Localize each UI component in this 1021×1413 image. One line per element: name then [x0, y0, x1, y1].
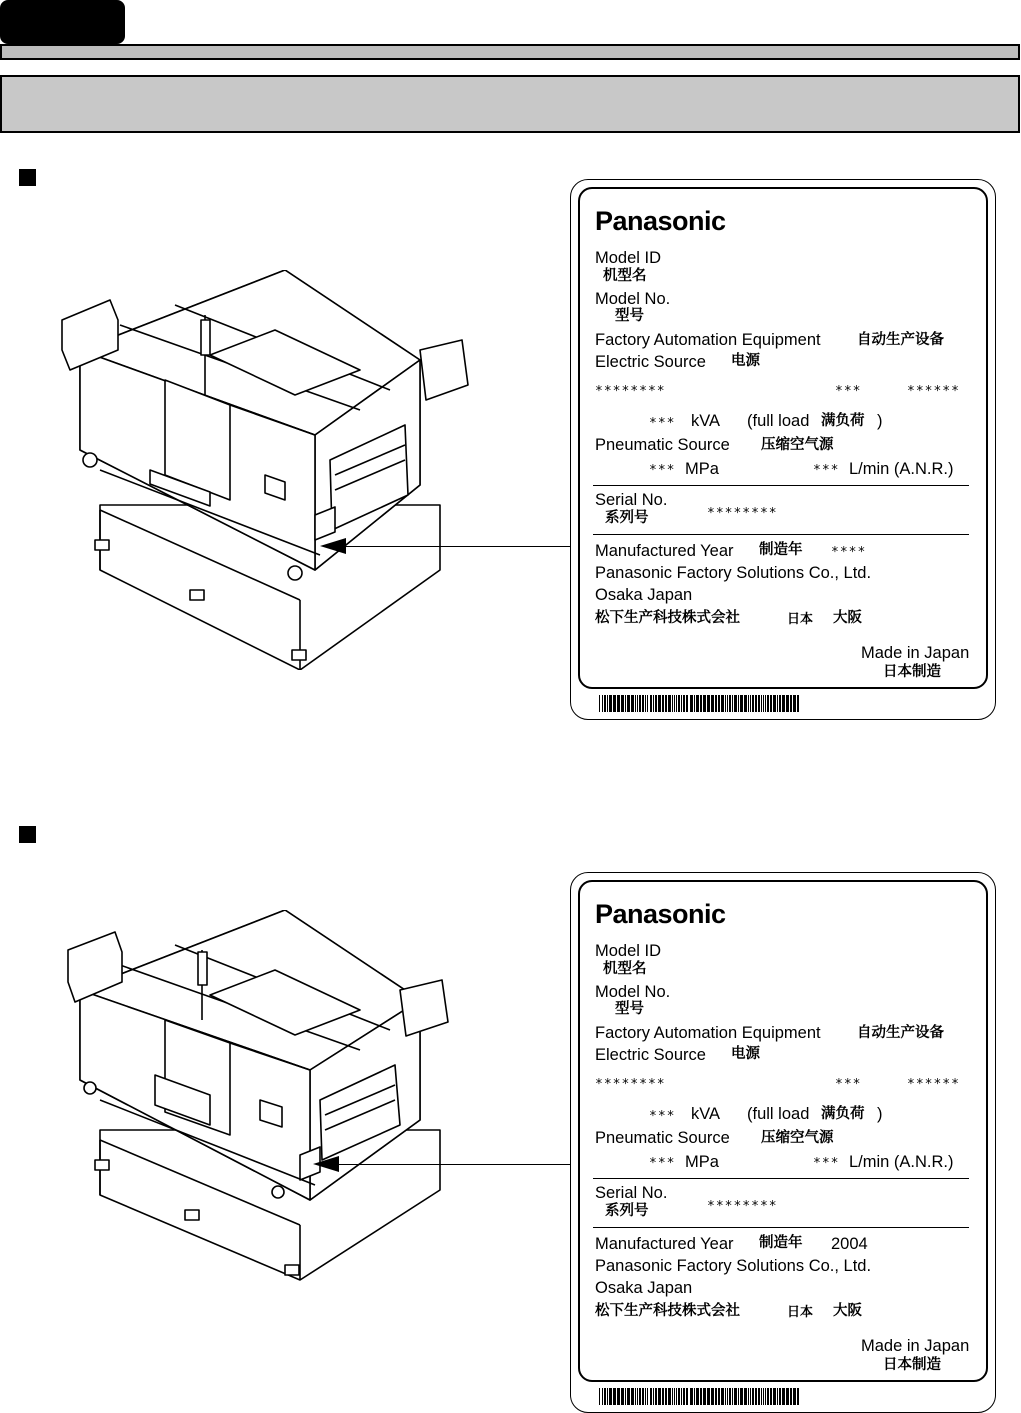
- section-bullet-1: [19, 169, 36, 186]
- mpa-mask: ***: [649, 463, 676, 478]
- lmin-unit: L/min (A.N.R.): [849, 460, 954, 478]
- model-no-cn: 型号: [615, 308, 644, 324]
- separator-2: [593, 534, 969, 535]
- lmin-unit: L/min (A.N.R.): [849, 1153, 954, 1171]
- full-load-cn: 满负荷: [821, 413, 865, 429]
- model-id-label: Model ID: [595, 942, 662, 960]
- section-bullet-2: [19, 826, 36, 843]
- kva-unit: kVA: [691, 1105, 721, 1123]
- voltage-mask: ********: [595, 1077, 666, 1092]
- model-id-cn: 机型名: [603, 268, 647, 284]
- company-name: Panasonic Factory Solutions Co., Ltd.: [595, 564, 872, 582]
- nameplate-label-1: [570, 179, 996, 720]
- company-name-cn: 松下生产科技株式会社: [595, 610, 740, 626]
- section-title-bar: [0, 75, 1020, 133]
- factory-equipment-cn: 自动生产设备: [857, 332, 944, 348]
- full-load-label: (full load: [747, 1105, 810, 1123]
- full-load-close: ): [877, 1105, 883, 1123]
- mpa-mask: ***: [649, 1156, 676, 1171]
- company-name: Panasonic Factory Solutions Co., Ltd.: [595, 1257, 872, 1275]
- company-city: Osaka Japan: [595, 586, 693, 604]
- machine-illustration-2: [60, 910, 480, 1290]
- factory-equipment-label: Factory Automation Equipment: [595, 331, 821, 349]
- electric-source-cn: 电源: [731, 353, 760, 369]
- brand-logo: Panasonic: [595, 206, 726, 236]
- pneumatic-source-label: Pneumatic Source: [595, 436, 730, 454]
- chapter-tab: [0, 0, 125, 44]
- barcode-icon: [599, 1388, 801, 1405]
- model-no-label: Model No.: [595, 290, 671, 308]
- pneumatic-source-cn: 压缩空气源: [761, 437, 834, 453]
- factory-equipment-cn: 自动生产设备: [857, 1025, 944, 1041]
- machine-illustration-1: [60, 270, 480, 670]
- company-name-cn: 松下生产科技株式会社: [595, 1303, 740, 1319]
- mpa-unit: MPa: [685, 460, 719, 478]
- city-cn: 大阪: [833, 1303, 862, 1319]
- pneumatic-source-cn: 压缩空气源: [761, 1130, 834, 1146]
- electric-source-label: Electric Source: [595, 353, 706, 371]
- phase-mask: ***: [835, 1077, 862, 1092]
- country-cn: 日本: [787, 1305, 814, 1320]
- separator-1: [593, 1178, 969, 1179]
- kva-mask: ***: [649, 1109, 676, 1124]
- serial-no-label: Serial No.: [595, 491, 668, 509]
- serial-no-cn: 系列号: [605, 510, 649, 526]
- year-value: ****: [831, 545, 867, 560]
- city-cn: 大阪: [833, 610, 862, 626]
- serial-no-cn: 系列号: [605, 1203, 649, 1219]
- frequency-mask: ******: [907, 1077, 960, 1092]
- brand-logo: Panasonic: [595, 899, 726, 929]
- frequency-mask: ******: [907, 384, 960, 399]
- made-in-label: Made in Japan: [861, 1337, 970, 1355]
- mpa-unit: MPa: [685, 1153, 719, 1171]
- model-no-label: Model No.: [595, 983, 671, 1001]
- model-id-label: Model ID: [595, 249, 662, 267]
- kva-mask: ***: [649, 416, 676, 431]
- arrow-icon: [320, 538, 346, 554]
- electric-source-label: Electric Source: [595, 1046, 706, 1064]
- separator-1: [593, 485, 969, 486]
- company-city: Osaka Japan: [595, 1279, 693, 1297]
- leader-line-2: [335, 1164, 570, 1165]
- model-no-cn: 型号: [615, 1001, 644, 1017]
- serial-mask: ********: [707, 1199, 778, 1214]
- manufactured-year-label: Manufactured Year: [595, 542, 734, 560]
- year-value: 2004: [831, 1235, 868, 1253]
- electric-source-cn: 电源: [731, 1046, 760, 1062]
- nameplate-label-2: [570, 872, 996, 1413]
- manufactured-year-cn: 制造年: [759, 1235, 803, 1251]
- voltage-mask: ********: [595, 384, 666, 399]
- manufactured-year-cn: 制造年: [759, 542, 803, 558]
- made-in-cn: 日本制造: [883, 1357, 941, 1373]
- model-id-cn: 机型名: [603, 961, 647, 977]
- manufactured-year-label: Manufactured Year: [595, 1235, 734, 1253]
- arrow-icon: [313, 1156, 339, 1172]
- lmin-mask: ***: [813, 463, 840, 478]
- lmin-mask: ***: [813, 1156, 840, 1171]
- phase-mask: ***: [835, 384, 862, 399]
- serial-mask: ********: [707, 506, 778, 521]
- separator-2: [593, 1227, 969, 1228]
- serial-no-label: Serial No.: [595, 1184, 668, 1202]
- leader-line-1: [340, 546, 570, 547]
- header-rule: [0, 44, 1020, 60]
- full-load-close: ): [877, 412, 883, 430]
- full-load-cn: 满负荷: [821, 1106, 865, 1122]
- country-cn: 日本: [787, 612, 814, 627]
- kva-unit: kVA: [691, 412, 721, 430]
- barcode-icon: [599, 695, 801, 712]
- full-load-label: (full load: [747, 412, 810, 430]
- made-in-cn: 日本制造: [883, 664, 941, 680]
- pneumatic-source-label: Pneumatic Source: [595, 1129, 730, 1147]
- factory-equipment-label: Factory Automation Equipment: [595, 1024, 821, 1042]
- made-in-label: Made in Japan: [861, 644, 970, 662]
